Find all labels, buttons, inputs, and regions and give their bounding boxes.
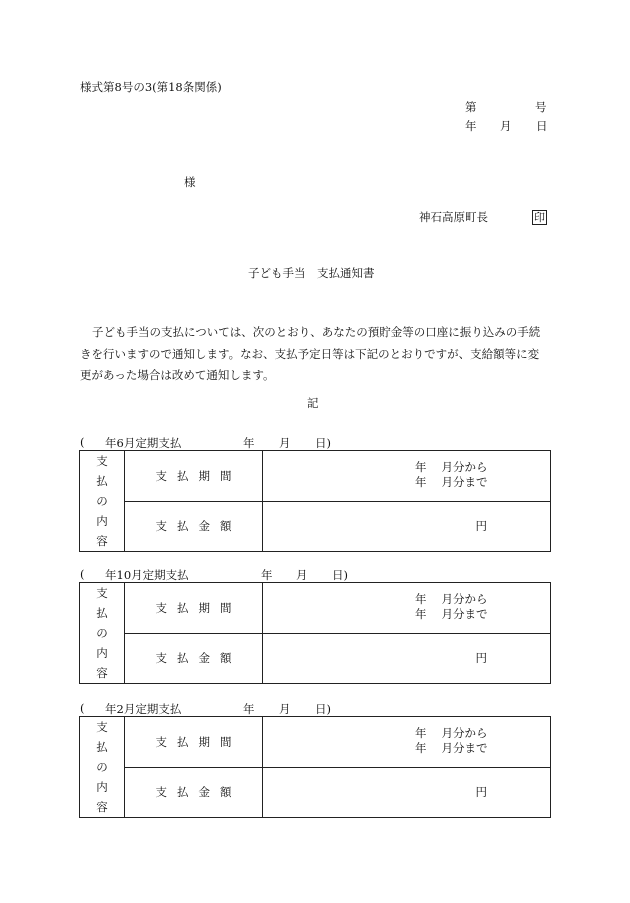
yen-unit: 円 xyxy=(475,519,487,534)
amount-label: 支払金額 xyxy=(125,767,263,818)
side-label: 支 払 の 内 容 xyxy=(80,583,125,684)
paren-open: ( xyxy=(80,567,85,581)
period-label: 支払期間 xyxy=(125,583,263,634)
amount-label: 支払金額 xyxy=(125,633,263,684)
header-month: 月 xyxy=(279,436,291,450)
header-year: 年 xyxy=(243,702,255,716)
notice-body xyxy=(80,322,558,387)
header-month: 月 xyxy=(279,702,291,716)
amount-label: 支払金額 xyxy=(125,501,263,552)
period-range: 年 月分から 年 月分まで xyxy=(415,460,488,489)
yen-unit: 円 xyxy=(475,651,487,666)
paren-open: ( xyxy=(80,435,85,449)
side-label: 支 払 の 内 容 xyxy=(80,717,125,818)
payment-table xyxy=(79,582,551,684)
period-value xyxy=(263,717,551,768)
period-range: 年 月分から 年 月分まで xyxy=(415,592,488,621)
payment-table xyxy=(79,450,551,552)
form-code: 様式第8号の3(第18条関係) xyxy=(80,80,222,94)
payment-table xyxy=(79,716,551,818)
period-value xyxy=(263,583,551,634)
date-month: 月 xyxy=(500,119,512,133)
issuer-name: 神石高原町長 xyxy=(419,210,488,224)
paren-open: ( xyxy=(80,701,85,715)
date-day: 日 xyxy=(536,119,548,133)
period-name: 年6月定期支払 xyxy=(105,436,182,450)
header-year: 年 xyxy=(261,568,273,582)
recipient-sama: 様 xyxy=(184,175,196,189)
doc-number-dai: 第 xyxy=(465,100,477,114)
doc-number-go: 号 xyxy=(535,100,547,114)
yen-unit: 円 xyxy=(475,785,487,800)
period-value xyxy=(263,451,551,502)
period-label: 支払期間 xyxy=(125,717,263,768)
side-label: 支 払 の 内 容 xyxy=(80,451,125,552)
body-line: 子ども手当の支払については、次のとおり、あなたの預貯金等の口座に振り込みの手続 xyxy=(92,325,541,339)
header-month: 月 xyxy=(296,568,308,582)
amount-value xyxy=(263,767,551,818)
header-day: 日) xyxy=(332,568,348,582)
date-year: 年 xyxy=(465,119,477,133)
period-range: 年 月分から 年 月分まで xyxy=(415,726,488,755)
header-day: 日) xyxy=(315,702,331,716)
header-year: 年 xyxy=(243,436,255,450)
period-name: 年10月定期支払 xyxy=(105,568,189,582)
header-day: 日) xyxy=(315,436,331,450)
period-name: 年2月定期支払 xyxy=(105,702,182,716)
ki-heading: 記 xyxy=(307,396,319,410)
body-line: きを行いますので通知します。なお、支払予定日等は下記のとおりですが、支給額等に変 xyxy=(80,346,540,361)
document-title: 子ども手当 支払通知書 xyxy=(248,266,375,280)
amount-value xyxy=(263,633,551,684)
period-label: 支払期間 xyxy=(125,451,263,502)
seal-mark: 印 xyxy=(534,211,545,224)
amount-value xyxy=(263,501,551,552)
body-line: 更があった場合は改めて通知します。 xyxy=(80,368,275,382)
